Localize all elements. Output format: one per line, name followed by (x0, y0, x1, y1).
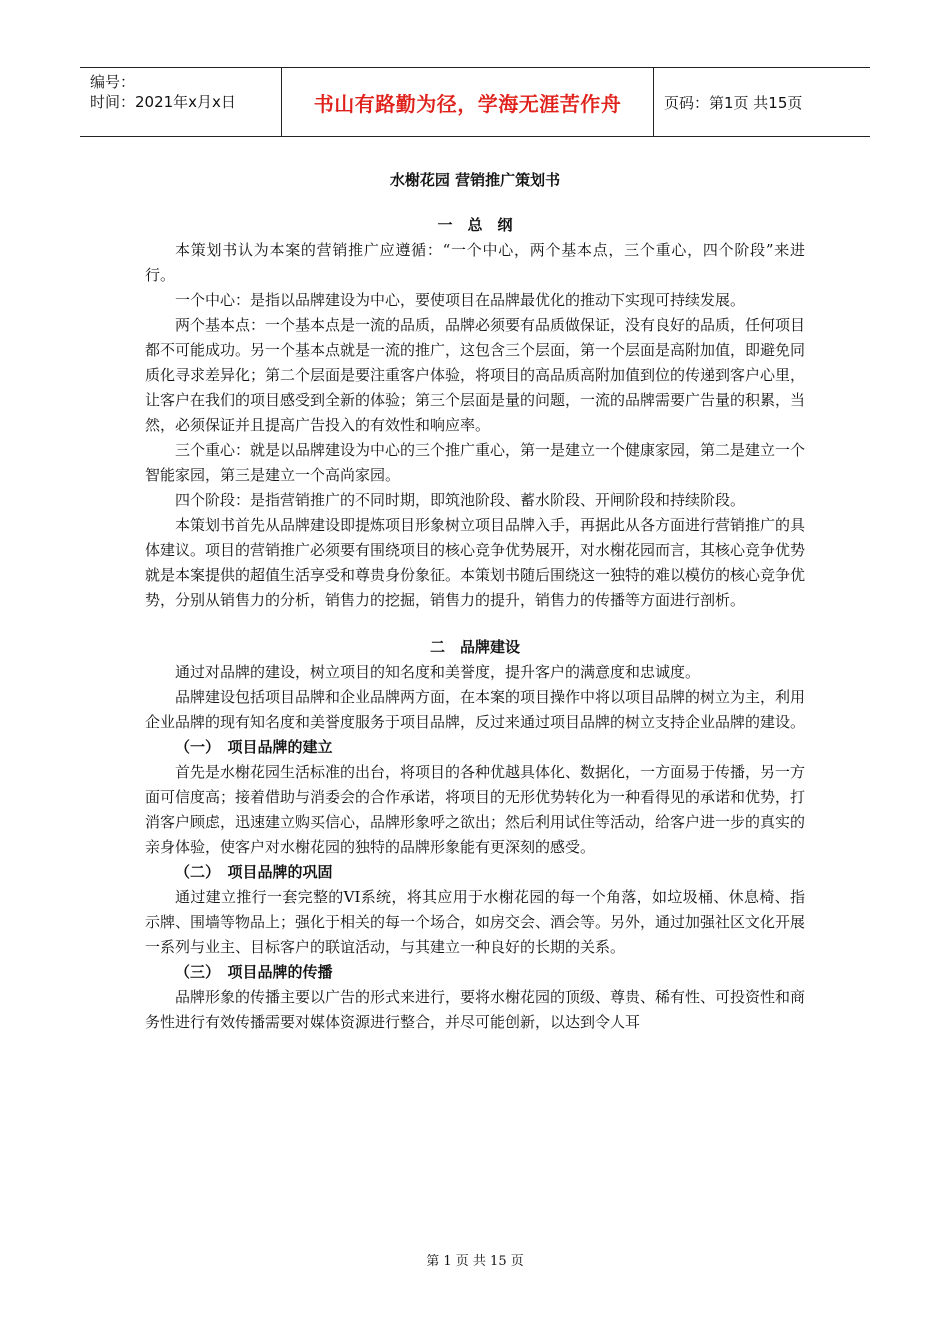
paragraph: 本策划书认为本案的营销推广应遵循：“一个中心，两个基本点，三个重心，四个阶段”来进行。 (145, 241, 805, 284)
paragraph: 品牌建设包括项目品牌和企业品牌两方面，在本案的项目操作中将以项目品牌的树立为主，利用企业品牌的现有知名度和美誉度服务于项目品牌，反过来通过项目品牌的树立支持企业品牌的建设。 (145, 688, 806, 731)
header-motto: 书山有路勤为径，学海无涯苦作舟 (313, 91, 622, 116)
document-number: 编号： (90, 73, 136, 91)
header-page-number: 页码：第1页 共15页 (664, 93, 803, 112)
document-date: 时间：2021年x月x日 (90, 93, 236, 111)
header-page-cell (654, 68, 870, 136)
header-info (80, 68, 281, 136)
subheading-brand-consolidate: （二） 项目品牌的巩固 (175, 863, 333, 881)
header-motto-cell (281, 68, 654, 136)
subheading-brand-establish: （一） 项目品牌的建立 (175, 738, 333, 756)
document-body (145, 168, 805, 1035)
section-heading-general: 一 总 纲 (437, 216, 513, 234)
paragraph: 两个基本点：一个基本点是一流的品质，品牌必须要有品质做保证，没有良好的品质，任何项目都不可能成功。另一个基本点就是一流的推广，这包含三个层面，第一个层面是高附加值，即避免同质化寻求差异化；第二个层面是要注重客户体验，将项目的高品质高附加值到位的传递到客户心里，让客户在我们的项目感受到全新的体验；第三个层面是量的问题，一流的品牌需要广告量的积累，当然，必须保证并且提高广告投入的有效性和响应率。 (145, 316, 806, 434)
paragraph: 本策划书首先从品牌建设即提炼项目形象树立项目品牌入手，再据此从各方面进行营销推广的具体建议。项目的营销推广必须要有围绕项目的核心竞争优势展开，对水榭花园而言，其核心竞争优势就是本案提供的超值生活享受和尊贵身份象征。本策划书随后围绕这一独特的难以模仿的核心竞争优势，分别从销售力的分析，销售力的挖掘，销售力的提升，销售力的传播等方面进行剖析。 (145, 516, 806, 609)
paragraph: 通过对品牌的建设，树立项目的知名度和美誉度，提升客户的满意度和忠诚度。 (175, 663, 701, 681)
paragraph: 一个中心：是指以品牌建设为中心，要使项目在品牌最优化的推动下实现可持续发展。 (175, 291, 746, 309)
section-heading-brand: 二 品牌建设 (429, 638, 520, 656)
page-header (80, 67, 870, 137)
document-title: 水榭花园 营销推广策划书 (389, 171, 561, 189)
paragraph: 三个重心：就是以品牌建设为中心的三个推广重心，第一是建立一个健康家园，第二是建立一个智能家园，第三是建立一个高尚家园。 (145, 441, 806, 484)
paragraph: 首先是水榭花园生活标准的出台，将项目的各种优越具体化、数据化，一方面易于传播，另一方面可信度高；接着借助与消委会的合作承诺，将项目的无形优势转化为一种看得见的承诺和优势，打消客户顾虑，迅速建立购买信心，品牌形象呼之欲出；然后利用试住等活动，给客户进一步的真实的亲身体验，使客户对水榭花园的独特的品牌形象能有更深刻的感受。 (145, 763, 806, 856)
page-footer: 第 1 页 共 15 页 (426, 1254, 524, 1269)
paragraph: 四个阶段：是指营销推广的不同时期，即筑池阶段、蓄水阶段、开闸阶段和持续阶段。 (175, 491, 746, 509)
paragraph: 通过建立推行一套完整的VI系统，将其应用于水榭花园的每一个角落，如垃圾桶、休息椅、指示牌、围墙等物品上；强化于相关的每一个场合，如房交会、酒会等。另外，通过加强社区文化开展一系列与业主、目标客户的联谊活动，与其建立一种良好的长期的关系。 (145, 888, 806, 956)
subheading-brand-spread: （三） 项目品牌的传播 (175, 963, 333, 981)
paragraph: 品牌形象的传播主要以广告的形式来进行，要将水榭花园的顶级、尊贵、稀有性、可投资性和商务性进行有效传播需要对媒体资源进行整合，并尽可能创新，以达到令人耳 (145, 988, 806, 1031)
